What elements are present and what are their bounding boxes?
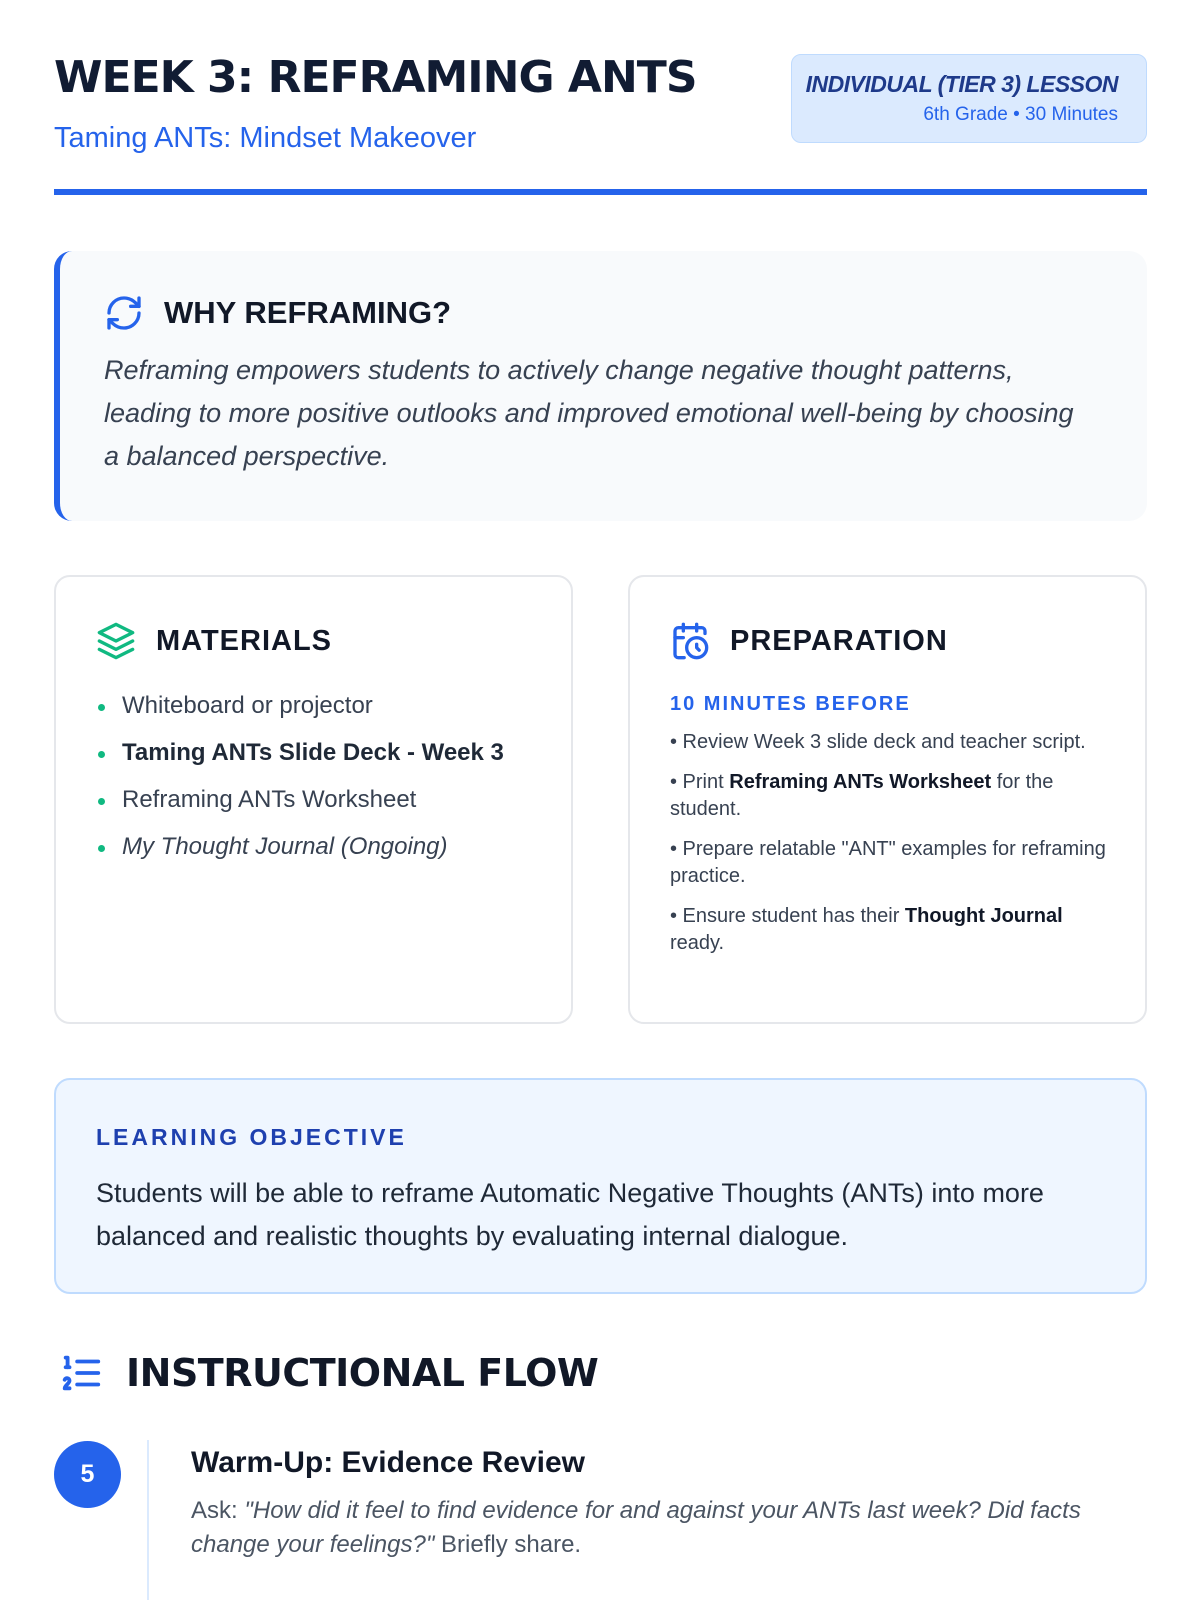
layers-icon <box>96 621 136 661</box>
header-divider <box>54 189 1147 195</box>
materials-header <box>96 621 332 661</box>
list-item: Taming ANTs Slide Deck - Week 3 <box>98 738 504 785</box>
list-item: • Review Week 3 slide deck and teacher script. <box>670 731 1086 753</box>
list-item: Whiteboard or projector <box>98 691 504 738</box>
page-subtitle: Taming ANTs: Mindset Makeover <box>54 122 477 154</box>
lesson-header <box>54 52 1147 198</box>
preparation-card <box>628 575 1147 1024</box>
materials-title: MATERIALS <box>156 624 333 657</box>
list-item: • Prepare relatable "ANT" examples for reframing practice. <box>670 838 1106 887</box>
instructional-flow-header <box>58 1350 598 1396</box>
list-item: Reframing ANTs Worksheet <box>98 785 504 832</box>
lesson-badge <box>791 54 1147 143</box>
preparation-header <box>670 621 948 661</box>
preparation-title: PREPARATION <box>730 624 948 657</box>
badge-title: INDIVIDUAL (TIER 3) LESSON <box>805 71 1118 97</box>
list-item: • Print Reframing ANTs Worksheet for the student. <box>670 771 1054 820</box>
step-title: Warm-Up: Evidence Review <box>191 1446 585 1479</box>
refresh-icon <box>104 293 144 333</box>
step-duration-badge: 5 <box>54 1441 121 1508</box>
instructional-flow-title: INSTRUCTIONAL FLOW <box>126 1351 599 1395</box>
badge-subtitle: 6th Grade • 30 Minutes <box>923 104 1118 125</box>
list-item: My Thought Journal (Ongoing) <box>98 832 504 879</box>
objective-text: Students will be able to reframe Automatic Negative Thoughts (ANTs) into more balanced and realistic thoughts by evaluating internal dialogue. <box>96 1178 1044 1251</box>
materials-card <box>54 575 573 1024</box>
why-reframing-section <box>54 251 1147 521</box>
numbered-list-icon <box>58 1350 104 1396</box>
step-text: Ask: "How did it feel to find evidence for and against your ANTs last week? Did facts change your feelings?" Briefly share. <box>191 1497 1081 1558</box>
objective-label: LEARNING OBJECTIVE <box>96 1124 407 1150</box>
why-text: Reframing empowers students to actively change negative thought patterns, leading to more positive outlooks and improved emotional well-being by choosing a balanced perspective. <box>104 355 1074 471</box>
materials-list <box>98 691 504 879</box>
learning-objective-box <box>54 1078 1147 1294</box>
calendar-clock-icon <box>670 621 710 661</box>
list-item: • Ensure student has their Thought Journal ready. <box>670 905 1063 954</box>
preparation-timing: 10 MINUTES BEFORE <box>670 693 911 715</box>
why-header <box>104 293 451 333</box>
timeline-line <box>147 1440 149 1600</box>
page-title: WEEK 3: REFRAMING ANTS <box>54 52 697 103</box>
preparation-list <box>670 729 1110 970</box>
why-title: WHY REFRAMING? <box>164 295 452 330</box>
